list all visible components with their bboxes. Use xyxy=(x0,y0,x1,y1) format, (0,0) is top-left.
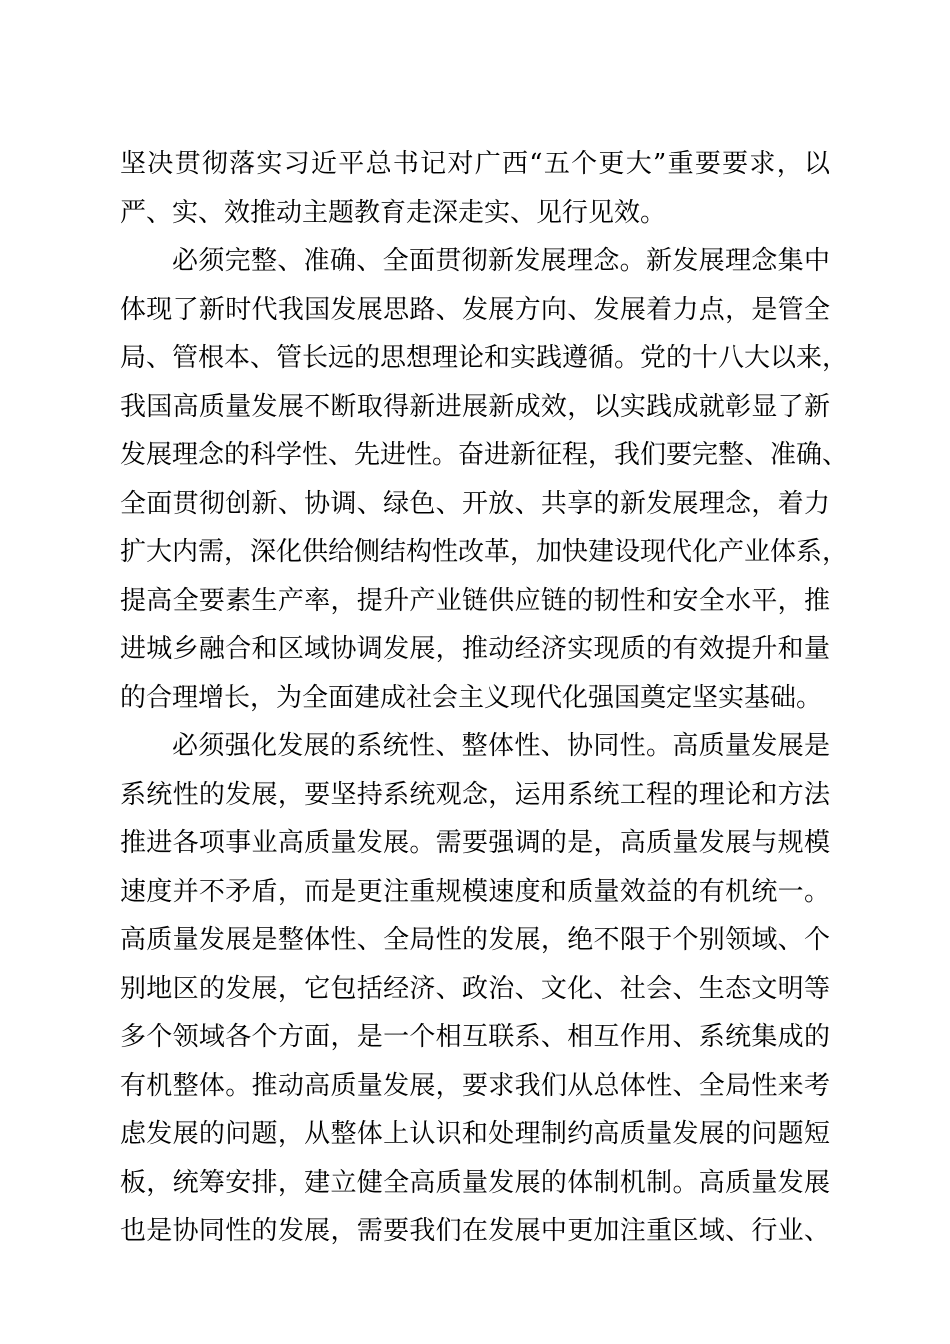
text-line: 进城乡融合和区域协调发展，推动经济实现质的有效提升和量 xyxy=(120,634,830,664)
text-line: 扩大内需，深化供给侧结构性改革，加快建设现代化产业体系， xyxy=(120,537,849,567)
text-line: 体现了新时代我国发展思路、发展方向、发展着力点，是管全 xyxy=(120,294,830,325)
text-line: 有机整体。推动高质量发展，要求我们从总体性、全局性来考 xyxy=(120,1070,830,1101)
text-line: 板，统筹安排，建立健全高质量发展的体制机制。高质量发展 xyxy=(120,1167,830,1198)
text-line: 别地区的发展，它包括经济、政治、文化、社会、生态文明等 xyxy=(120,973,830,1004)
text-line: 我国高质量发展不断取得新进展新成效，以实践成就彰显了新 xyxy=(120,391,830,422)
text-line: 虑发展的问题，从整体上认识和处理制约高质量发展的问题短 xyxy=(120,1119,830,1149)
text-line: 必须强化发展的系统性、整体性、协同性。高质量发展是 xyxy=(172,731,830,761)
text-line: 系统性的发展，要坚持系统观念，运用系统工程的理论和方法 xyxy=(120,779,830,810)
text-line: 速度并不矛盾，而是更注重规模速度和质量效益的有机统一。 xyxy=(120,876,830,907)
text-line: 提高全要素生产率，提升产业链供应链的韧性和安全水平，推 xyxy=(120,585,830,616)
text-line: 也是协同性的发展，需要我们在发展中更加注重区域、行业、 xyxy=(120,1216,830,1246)
paragraph xyxy=(120,722,830,1256)
paragraph xyxy=(120,140,830,237)
text-line: 局、管根本、管长远的思想理论和实践遵循。党的十八大以来， xyxy=(120,343,849,373)
paragraph xyxy=(120,237,849,722)
text-line: 严、实、效推动主题教育走深走实、见行见效。 xyxy=(120,197,667,228)
text-line: 高质量发展是整体性、全局性的发展，绝不限于个别领域、个 xyxy=(120,925,830,955)
text-line: 发展理念的科学性、先进性。奋进新征程，我们要完整、准确、 xyxy=(120,440,849,470)
document-body xyxy=(120,140,849,1256)
text-line: 必须完整、准确、全面贯彻新发展理念。新发展理念集中 xyxy=(172,246,830,276)
text-line: 多个领域各个方面，是一个相互联系、相互作用、系统集成的 xyxy=(120,1022,830,1052)
text-line: 坚决贯彻落实习近平总书记对广西“五个更大”重要要求，以 xyxy=(120,149,830,179)
text-line: 推进各项事业高质量发展。需要强调的是，高质量发展与规模 xyxy=(120,828,830,858)
text-line: 的合理增长，为全面建成社会主义现代化强国奠定坚实基础。 xyxy=(120,682,823,713)
text-line: 全面贯彻创新、协调、绿色、开放、共享的新发展理念，着力 xyxy=(120,488,830,519)
